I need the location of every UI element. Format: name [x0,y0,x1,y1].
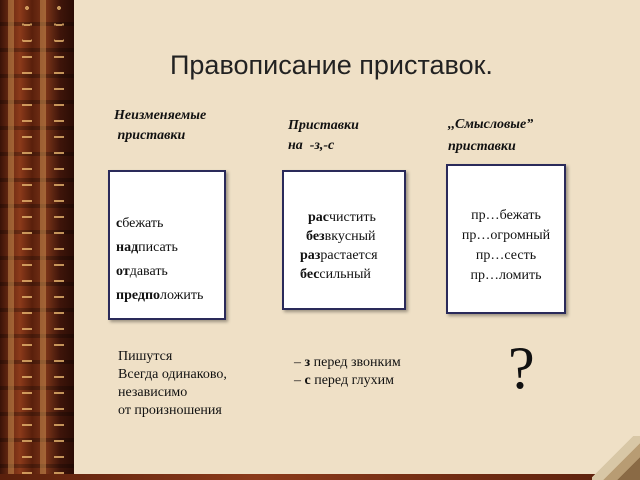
word-item: пр…сесть [475,248,537,263]
box-z-s-prefixes [282,170,406,310]
word-item: пр…огромный [461,228,551,243]
word-item: отдавать [116,264,168,279]
decorative-border-bottom [0,474,640,480]
word-item: предположить [116,288,204,303]
word-item: пр…бежать [471,208,541,223]
heading-semantic-prefixes: ,,Смысловые” приставки [448,117,534,154]
note-unchangeable-rule: Пишутся Всегда одинаково, независимо от произношения [118,349,227,418]
box-semantic-prefixes [446,164,566,314]
box-unchangeable-prefixes [108,170,226,320]
word-item: надписать [116,240,178,255]
word-item: пр…ломить [470,268,542,283]
decorative-border-left [0,0,74,480]
word-item: расчистить [308,210,376,225]
word-item: разрастается [300,248,378,263]
question-mark: ? [508,335,535,401]
slide-title: Правописание приставок. [170,50,493,80]
word-item: безвкусный [306,229,376,244]
word-item: сбежать [116,216,164,231]
heading-unchangeable-prefixes: Неизменяемые приставки [114,108,207,143]
note-z-s-rule: – з перед звонким – с перед глухим [294,355,401,388]
heading-z-s-prefixes: Приставки на -з,-с [288,118,359,153]
word-item: бессильный [300,267,371,282]
page-curl-corner [592,436,640,480]
